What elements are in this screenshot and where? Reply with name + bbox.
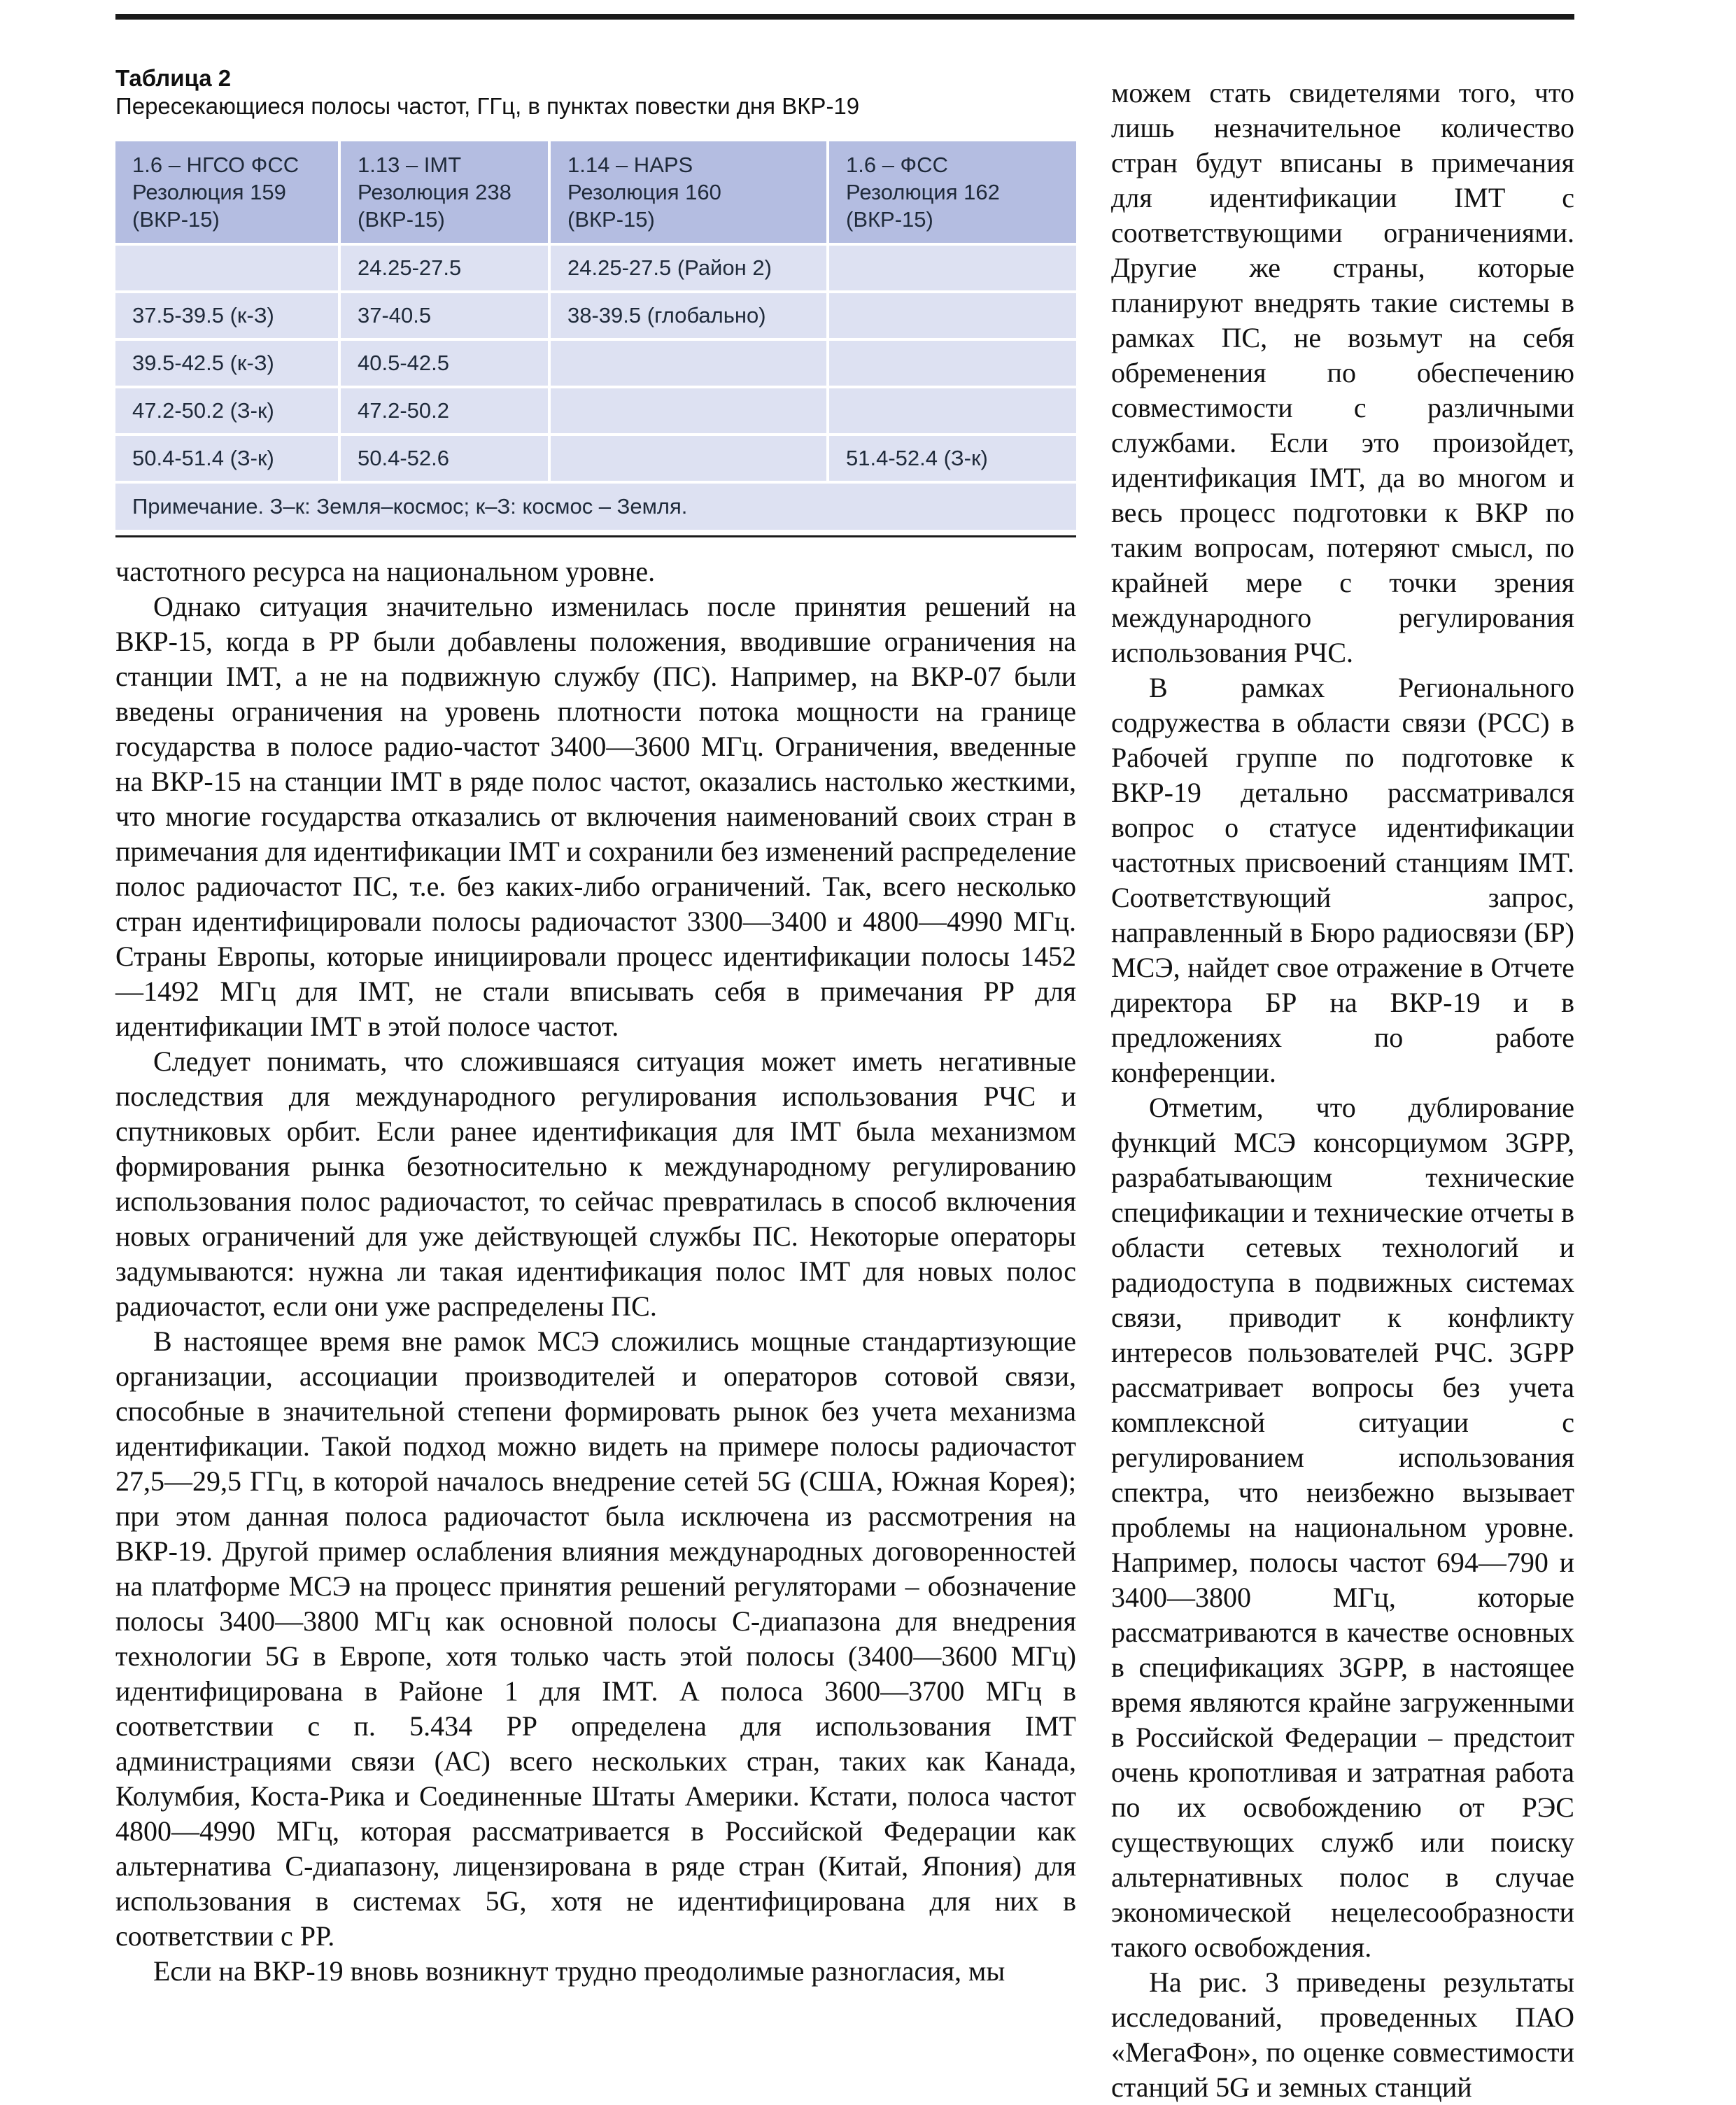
header-line: 1.6 – НГСО ФСС <box>132 153 299 177</box>
table-cell: 24.25-27.5 <box>341 246 548 290</box>
table-cell: 38-39.5 (глобально) <box>551 293 826 338</box>
table-row <box>115 388 1076 433</box>
paragraph: Однако ситуация значительно изменилась после принятия решений на ВКР-15, когда в РР были добавлены положения, вводившие ограничения на станции IMT, а не на подвижную службу (ПС). Например, на ВКР-07 были введены ограничения на уровень плотности потока мощности на границе государства в полосе радио-частот 3400—3600 МГц. Ограничения, введенные на ВКР-15 на станции IMT в ряде полос частот, оказались настолько жесткими, что многие государства отказались от включения наименований своих стран в примечания для идентификации IMT и сохранили без изменений распределение полос радиочастот ПС, т.е. без каких-либо ограничений. Так, всего несколько стран идентифицировали полосы радиочастот 3300—3400 и 4800—4990 МГц. Страны Европы, которые инициировали процесс идентификации полосы 1452—1492 МГц для IMT, не стали вписывать себя в примечания РР для идентификации IMT в этой полосе частот. <box>115 591 1076 1042</box>
table-cell <box>829 293 1076 338</box>
table-title: Таблица 2 <box>115 65 232 91</box>
header-line: 1.13 – IMT <box>358 153 462 177</box>
paragraph: частотного ресурса на национальном уровне. <box>115 556 656 587</box>
header-line: Резолюция 238 <box>358 180 511 204</box>
table-row <box>115 341 1076 386</box>
paragraph: В рамках Регионального содружества в области связи (РСС) в Рабочей группе по подготовке к ВКР-19 детально рассматривался вопрос о статусе идентификации частотных присвоений станциям IMT. Соответствующий запрос, направленный в Бюро радиосвязи (БР) МСЭ, найдет свое отражение в Отчете директора БР на ВКР-19 и в предложениях по работе конференции. <box>1111 672 1574 1088</box>
table-cell <box>115 246 338 290</box>
table-header-cell <box>829 141 1076 243</box>
table-cell <box>551 436 826 481</box>
header-line: 1.6 – ФСС <box>846 153 948 177</box>
table-cell <box>829 341 1076 386</box>
table-bottom-rule <box>115 535 1076 537</box>
table-note-row <box>115 484 1076 530</box>
table-header-cell <box>115 141 338 243</box>
frequency-table <box>113 139 1079 533</box>
header-line: Резолюция 159 <box>132 180 286 204</box>
table-cell: 50.4-51.4 (З-к) <box>115 436 338 481</box>
paragraph: Если на ВКР-19 вновь возникнут трудно преодолимые разногласия, мы <box>153 1955 1005 1987</box>
table-header-row <box>115 141 1076 243</box>
paragraph: На рис. 3 приведены результаты исследований, проведенных ПАО «МегаФон», по оценке совместимости станций 5G и земных станций <box>1111 1966 1574 2103</box>
table-cell <box>551 341 826 386</box>
table-cell <box>829 246 1076 290</box>
paragraph: Следует понимать, что сложившаяся ситуация может иметь негативные последствия для международного регулирования использования РЧС и спутниковых орбит. Если ранее идентификация для IMT была механизмом формирования рынка безотносительно к международному регулированию использования полос радиочастот, то сейчас превратилась в способ включения новых ограничений для уже действующей службы ПС. Некоторые операторы задумываются: нужна ли такая идентификация полос IMT для новых полос радиочастот, если они уже распределены ПС. <box>115 1046 1076 1322</box>
left-column-text <box>115 554 1076 1989</box>
table-cell: 37.5-39.5 (к-З) <box>115 293 338 338</box>
table-row <box>115 246 1076 290</box>
table-cell: 39.5-42.5 (к-З) <box>115 341 338 386</box>
table-cell: 51.4-52.4 (З-к) <box>829 436 1076 481</box>
header-line: (ВКР-15) <box>358 207 445 232</box>
header-line: Резолюция 160 <box>567 180 721 204</box>
paragraph: можем стать свидетелями того, что лишь незначительное количество стран будут вписаны в примечания для идентификации IMT с соответствующими ограничениями. Другие же страны, которые планируют внедрять такие системы в рамках ПС, не возьмут на себя обременения по обеспечению совместимости с различными службами. Если это произойдет, идентификация IMT, да во многом и весь процесс подготовки к ВКР по таким вопросам, потеряют смысл, по крайней мере с точки зрения международного регулирования использования РЧС. <box>1111 77 1574 668</box>
table-cell: 50.4-52.6 <box>341 436 548 481</box>
table-row <box>115 293 1076 338</box>
left-column <box>115 64 1076 1989</box>
header-line: Резолюция 162 <box>846 180 1000 204</box>
table-header-cell <box>341 141 548 243</box>
table-cell: 47.2-50.2 <box>341 388 548 433</box>
header-line: 1.14 – HAPS <box>567 153 693 177</box>
table-cell: 37-40.5 <box>341 293 548 338</box>
paragraph: В настоящее время вне рамок МСЭ сложились мощные стандартизующие организации, ассоциации производителей и операторов сотовой связи, способные в значительной степени формировать рынок без учета механизма идентификации. Такой подход можно видеть на примере полосы радиочастот 27,5—29,5 ГГц, в которой началось внедрение сетей 5G (США, Южная Корея); при этом данная полоса радиочастот была исключена из рассмотрения на ВКР-19. Другой пример ослабления влияния международных договоренностей на платформе МСЭ на процесс принятия решений регуляторами – обозначение полосы 3400—3800 МГц как основной полосы С-диапазона для внедрения технологии 5G в Европе, хотя только часть этой полосы (3400—3600 МГц) идентифицирована в Районе 1 для IMT. А полоса 3600—3700 МГц в соответствии с п. 5.434 РР определена для использования IMT администрациями связи (АС) всего нескольких стран, таких как Канада, Колумбия, Коста-Рика и Соединенные Штаты Америки. Кстати, полоса частот 4800—4990 МГц, которая рассматривается в Российской Федерации как альтернатива С-диапазону, лицензирована в ряде стран (Китай, Япония) для использования в системах 5G, хотя не идентифицирована для них в соответствии с РР. <box>115 1325 1076 1952</box>
table-cell: 24.25-27.5 (Район 2) <box>551 246 826 290</box>
table-cell <box>551 388 826 433</box>
header-line: (ВКР-15) <box>132 207 220 232</box>
table-row <box>115 436 1076 481</box>
table-cell: 47.2-50.2 (З-к) <box>115 388 338 433</box>
top-rule <box>115 14 1574 20</box>
table-note: Примечание. З–к: Земля–космос; к–З: космос – Земля. <box>115 484 1076 530</box>
table-subtitle: Пересекающиеся полосы частот, ГГц, в пунктах повестки дня ВКР-19 <box>115 93 860 119</box>
header-line: (ВКР-15) <box>567 207 655 232</box>
table-cell: 40.5-42.5 <box>341 341 548 386</box>
table-cell <box>829 388 1076 433</box>
paragraph: Отметим, что дублирование функций МСЭ консорциумом 3GPP, разрабатывающим технические спецификации и технические отчеты в области сетевых технологий и радиодоступа в подвижных системах связи, приводит к конфликту интересов пользователей РЧС. 3GPP рассматривает вопросы без учета комплексной ситуации с регулированием использования спектра, что неизбежно вызывает проблемы на национальном уровне. Например, полосы частот 694—790 и 3400—3800 МГц, которые рассматриваются в качестве основных в спецификациях 3GPP, в настоящее время являются крайне загруженными в Российской Федерации – предстоит очень кропотливая и затратная работа по их освобождению от РЭС существующих служб или поиску альтернативных полос в случае экономической нецелесообразности такого освобождения. <box>1111 1092 1574 1963</box>
right-column <box>1111 76 1574 2105</box>
table-header-cell <box>551 141 826 243</box>
header-line: (ВКР-15) <box>846 207 933 232</box>
